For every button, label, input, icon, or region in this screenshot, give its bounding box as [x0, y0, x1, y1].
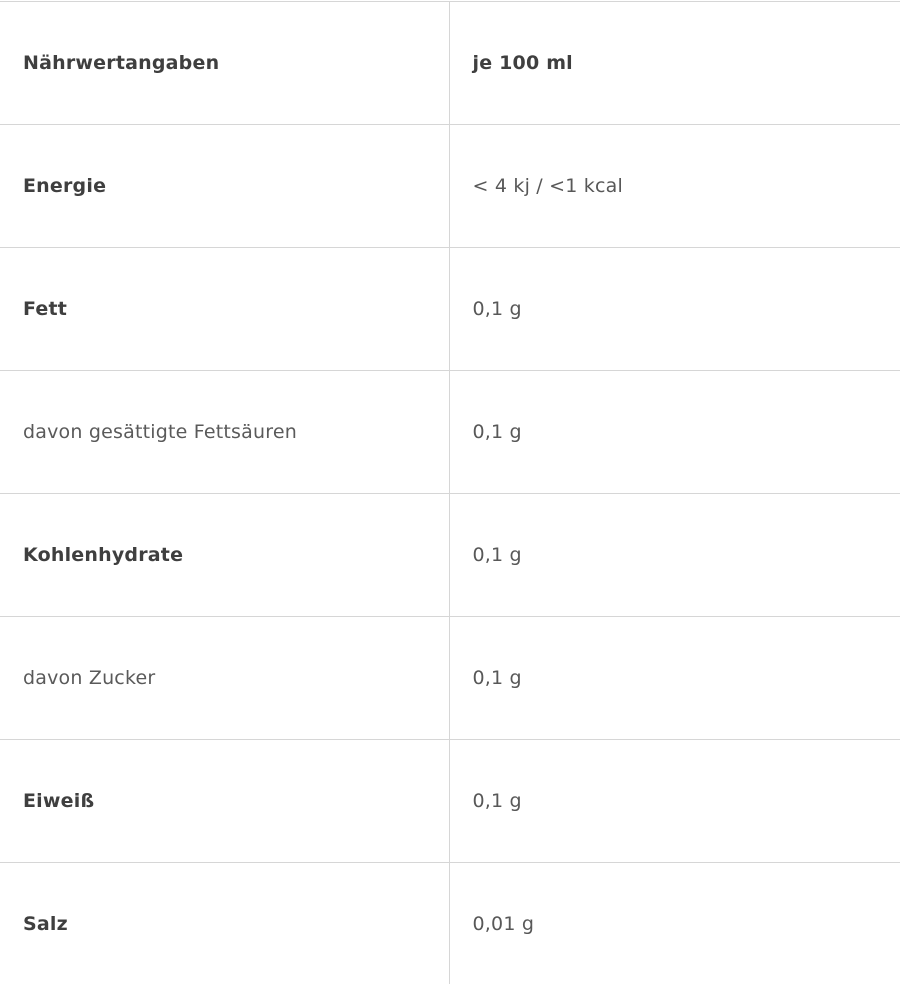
- row-value: 0,01 g: [449, 863, 900, 985]
- row-value: 0,1 g: [449, 617, 900, 740]
- header-label: Nährwertangaben: [0, 2, 449, 125]
- header-value: je 100 ml: [449, 2, 900, 125]
- table-row-eiweiss: [0, 740, 900, 863]
- row-label: Salz: [23, 912, 68, 935]
- row-value: 0,1 g: [449, 248, 900, 371]
- table-row-salz: [0, 863, 900, 985]
- table-header-row: [0, 2, 900, 125]
- table-row-kohlenhydrate: [0, 494, 900, 617]
- row-value: < 4 kj / <1 kcal: [449, 125, 900, 248]
- row-value: 0,1 g: [449, 740, 900, 863]
- row-label: Energie: [0, 125, 449, 248]
- table-row-gesaettigte-fettsaeuren: [0, 371, 900, 494]
- table-row-energie: [0, 125, 900, 248]
- row-label: Fett: [0, 248, 449, 371]
- nutrition-table: [0, 1, 900, 984]
- row-label: Eiweiß: [0, 740, 449, 863]
- table-row-fett: [0, 248, 900, 371]
- row-label: davon Zucker: [0, 617, 449, 740]
- row-label: Kohlenhydrate: [0, 494, 449, 617]
- row-value: 0,1 g: [449, 371, 900, 494]
- row-label: davon gesättigte Fettsäuren: [0, 371, 449, 494]
- table-row-zucker: [0, 617, 900, 740]
- row-value: 0,1 g: [449, 494, 900, 617]
